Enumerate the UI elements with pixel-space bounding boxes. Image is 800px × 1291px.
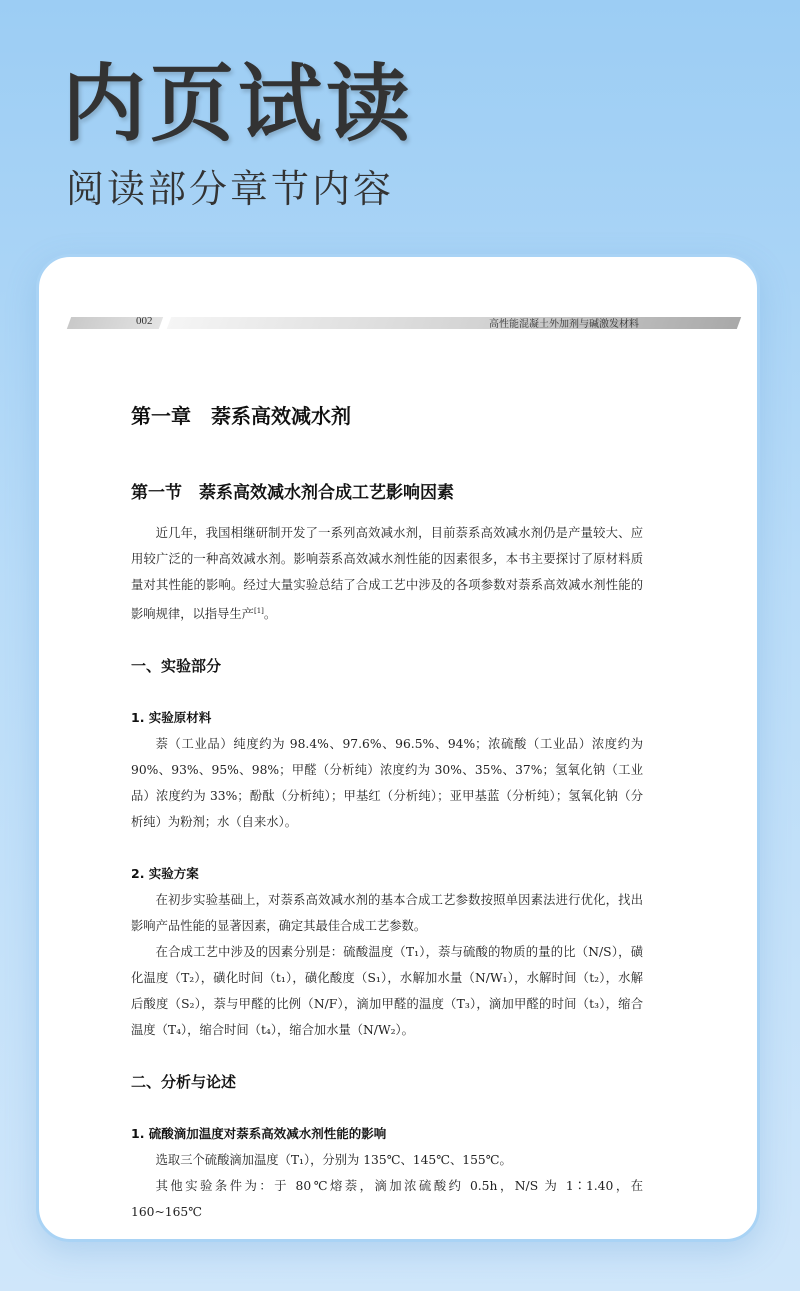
chapter-title: 第一章 萘系高效减水剂 — [131, 404, 351, 428]
intro-text: 近几年，我国相继研制开发了一系列高效减水剂，目前萘系高效减水剂仍是产量较大、应用较广泛的一种高效减水剂。影响萘系高效减水剂性能的因素很多，本书主要探讨了原材料质量对其性能的影响。经过大量实验总结了合成工艺中涉及的各项参数对萘系高效减水剂性能的影响规律，以指导生产 — [131, 526, 643, 622]
sub2-heading: 2. 实验方案 — [131, 866, 199, 882]
sub1-paragraph: 萘（工业品）纯度约为 98.4%、97.6%、96.5%、94%；浓硫酸（工业品）浓度约为 90%、93%、95%、98%；甲醛（分析纯）浓度约为 30%、35%、37%；氢氧化钠（工业品）浓度约为 33%；酚酞（分析纯）；甲基红（分析纯）；亚甲基蓝（分析纯）；氢氧化钠（分析纯）为粉剂；水（自来水）。 — [131, 737, 643, 830]
citation-ref: [1] — [253, 607, 264, 615]
page-header — [39, 257, 757, 357]
sub3-paragraph2: 其他实验条件为：于 80℃熔萘，滴加浓硫酸约 0.5h，N/S 为 1∶1.40，在 160~165℃ — [131, 1179, 643, 1220]
sub3-heading: 1. 硫酸滴加温度对萘系高效减水剂性能的影响 — [131, 1126, 387, 1142]
sub3-paragraph1: 选取三个硫酸滴加温度（T₁），分别为 135℃、145℃、155℃。 — [155, 1153, 512, 1168]
book-page-card — [36, 254, 760, 1242]
sub2-paragraph1: 在初步实验基础上，对萘系高效减水剂的基本合成工艺参数按照单因素法进行优化，找出影响产品性能的显著因素，确定其最佳合成工艺参数。 — [131, 893, 643, 934]
sub2-paragraph2: 在合成工艺中涉及的因素分别是：硫酸温度（T₁），萘与硫酸的物质的量的比（N/S），磺化温度（T₂），磺化时间（t₁），磺化酸度（S₁），水解加水量（N/W₁），水解时间（t₂），水解后酸度（S₂），萘与甲醛的比例（N/F），滴加甲醛的温度（T₃），滴加甲醛的时间（t₃），缩合温度（T₄），缩合时间（t₄），缩合加水量（N/W₂）。 — [131, 945, 643, 1038]
page-number: 002 — [136, 315, 153, 327]
intro-paragraph — [131, 520, 643, 627]
sub1-heading: 1. 实验原材料 — [131, 710, 212, 726]
header-bar-right — [167, 317, 741, 329]
section-title: 第一节 萘系高效减水剂合成工艺影响因素 — [131, 483, 454, 503]
hero-title: 内页试读 — [62, 55, 415, 153]
hero-subtitle: 阅读部分章节内容 — [66, 167, 395, 211]
intro-end: 。 — [263, 607, 277, 622]
part1-heading: 一、实验部分 — [131, 657, 222, 676]
part2-heading: 二、分析与论述 — [131, 1073, 237, 1092]
book-title: 高性能混凝土外加剂与碱激发材料 — [489, 319, 639, 330]
page-content — [131, 402, 643, 1225]
